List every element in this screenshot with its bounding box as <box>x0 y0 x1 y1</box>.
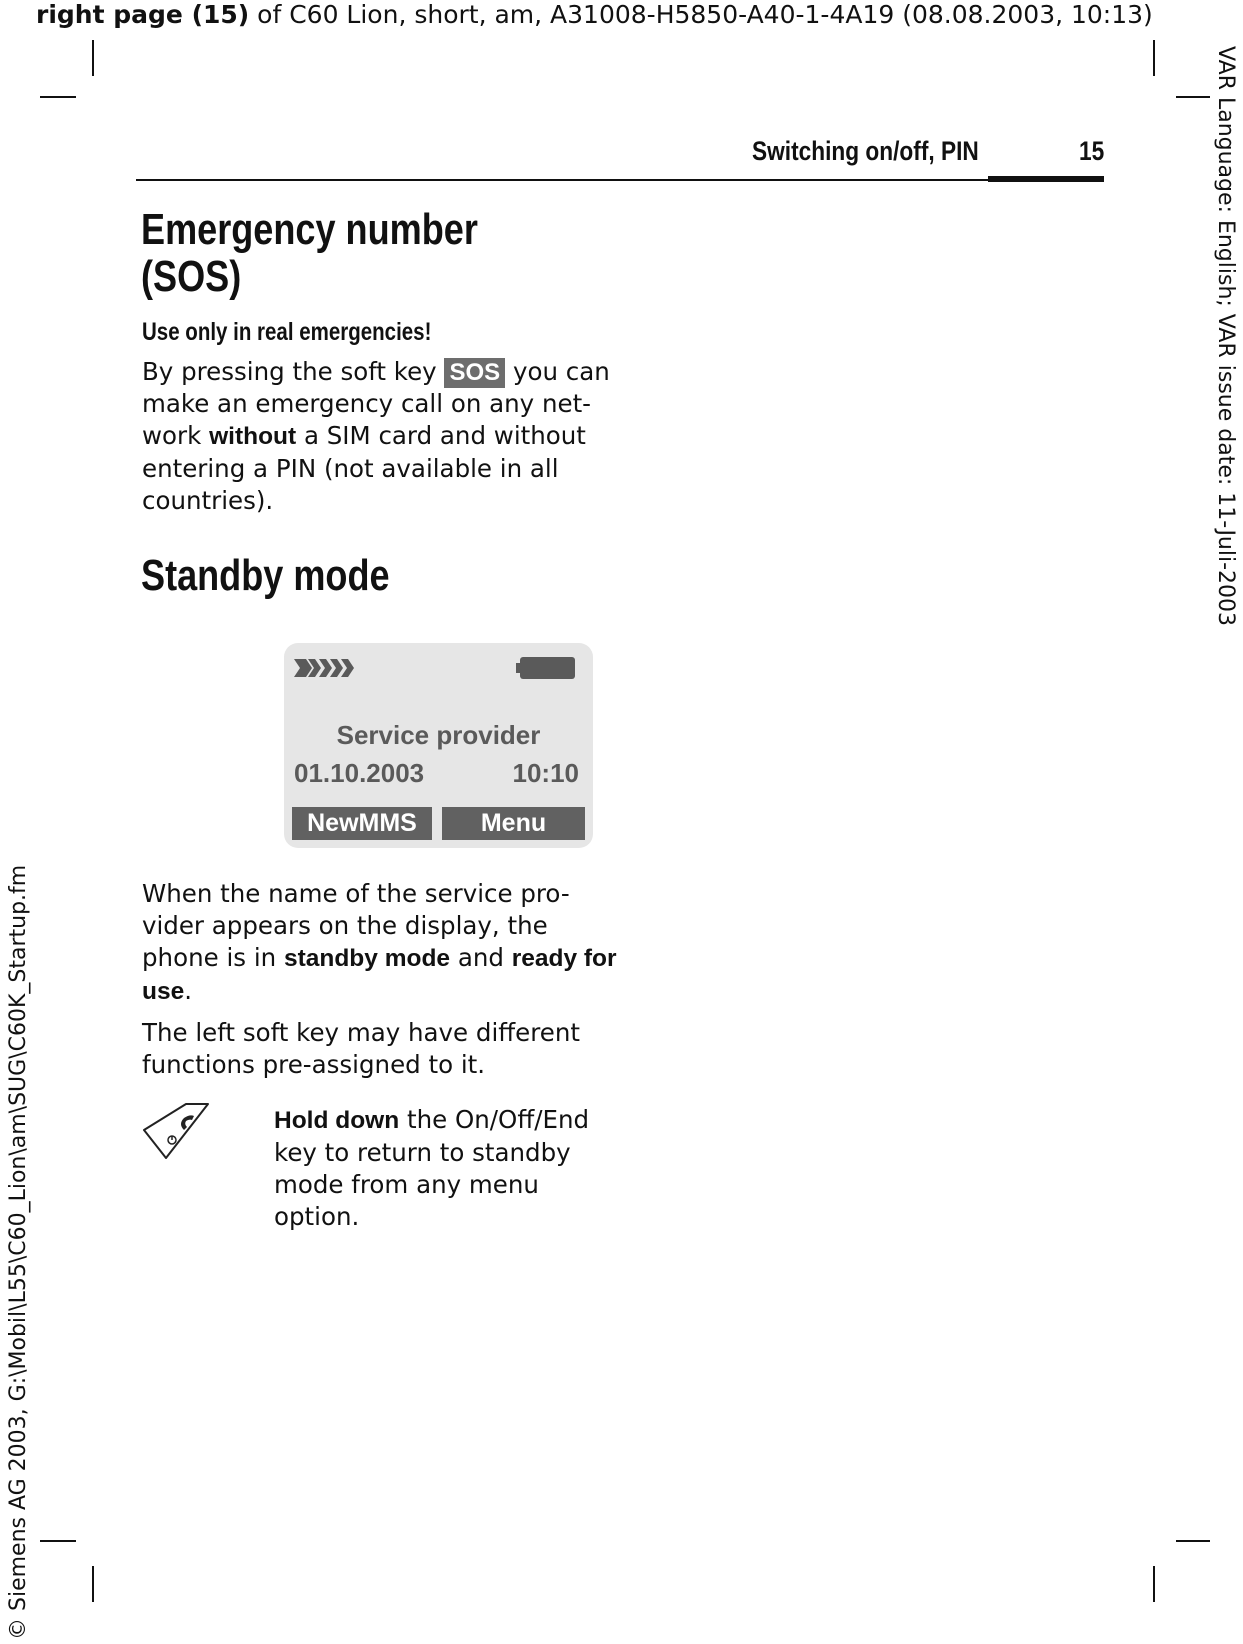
softkey-paragraph: The left soft key may have different functions pre-assigned to it. <box>142 1018 580 1079</box>
display-date: 01.10.2003 <box>294 758 425 788</box>
copyright-path: © Siemens AG 2003, G:\Mobil\L55\C60_Lion\am\SUG\C60K_Startup.fm <box>6 864 31 1640</box>
crop-mark <box>40 96 76 98</box>
service-provider: Service provider <box>336 720 541 750</box>
header-rule-accent <box>988 176 1104 182</box>
crop-mark <box>40 1540 76 1542</box>
standby-heading: Standby mode <box>141 551 390 600</box>
emergency-heading: Emergency number (SOS) <box>141 205 478 301</box>
running-header: Switching on/off, PIN <box>752 136 979 166</box>
crop-mark <box>1176 1540 1210 1542</box>
emergency-warning: Use only in real emergencies! <box>142 318 432 346</box>
file-info: right page (15) of C60 Lion, short, am, A31008-H5850-A40-1-4A19 (08.08.2003, 10:13) <box>36 0 1153 29</box>
signal-strength-icon <box>292 655 356 681</box>
display-time: 10:10 <box>512 758 579 788</box>
standby-paragraph: When the name of the service pro- vider appears on the display, the phone is in standby mode and ready for use. <box>142 879 617 1005</box>
sos-softkey: SOS <box>444 358 505 388</box>
page-number: 15 <box>1079 136 1105 166</box>
crop-mark <box>1176 96 1210 98</box>
crop-mark <box>92 40 94 76</box>
left-softkey: NewMMS <box>292 807 432 840</box>
crop-mark <box>1153 1566 1155 1602</box>
right-softkey: Menu <box>442 807 585 840</box>
hold-down-instruction: Hold down the On/Off/End key to return to standby mode from any menu option. <box>274 1105 590 1231</box>
phone-display <box>284 643 593 848</box>
var-language-note: VAR Language: English; VAR issue date: 11-Juli-2003 <box>1213 46 1238 627</box>
battery-icon <box>516 655 576 681</box>
end-key-icon <box>140 1100 212 1164</box>
emergency-paragraph: By pressing the soft key SOS you can make an emergency call on any net- work without a SIM card and without entering a PIN (not available in all countries). <box>142 357 610 515</box>
crop-mark <box>92 1566 94 1602</box>
crop-mark <box>1153 40 1155 76</box>
header-rule <box>136 179 1104 181</box>
